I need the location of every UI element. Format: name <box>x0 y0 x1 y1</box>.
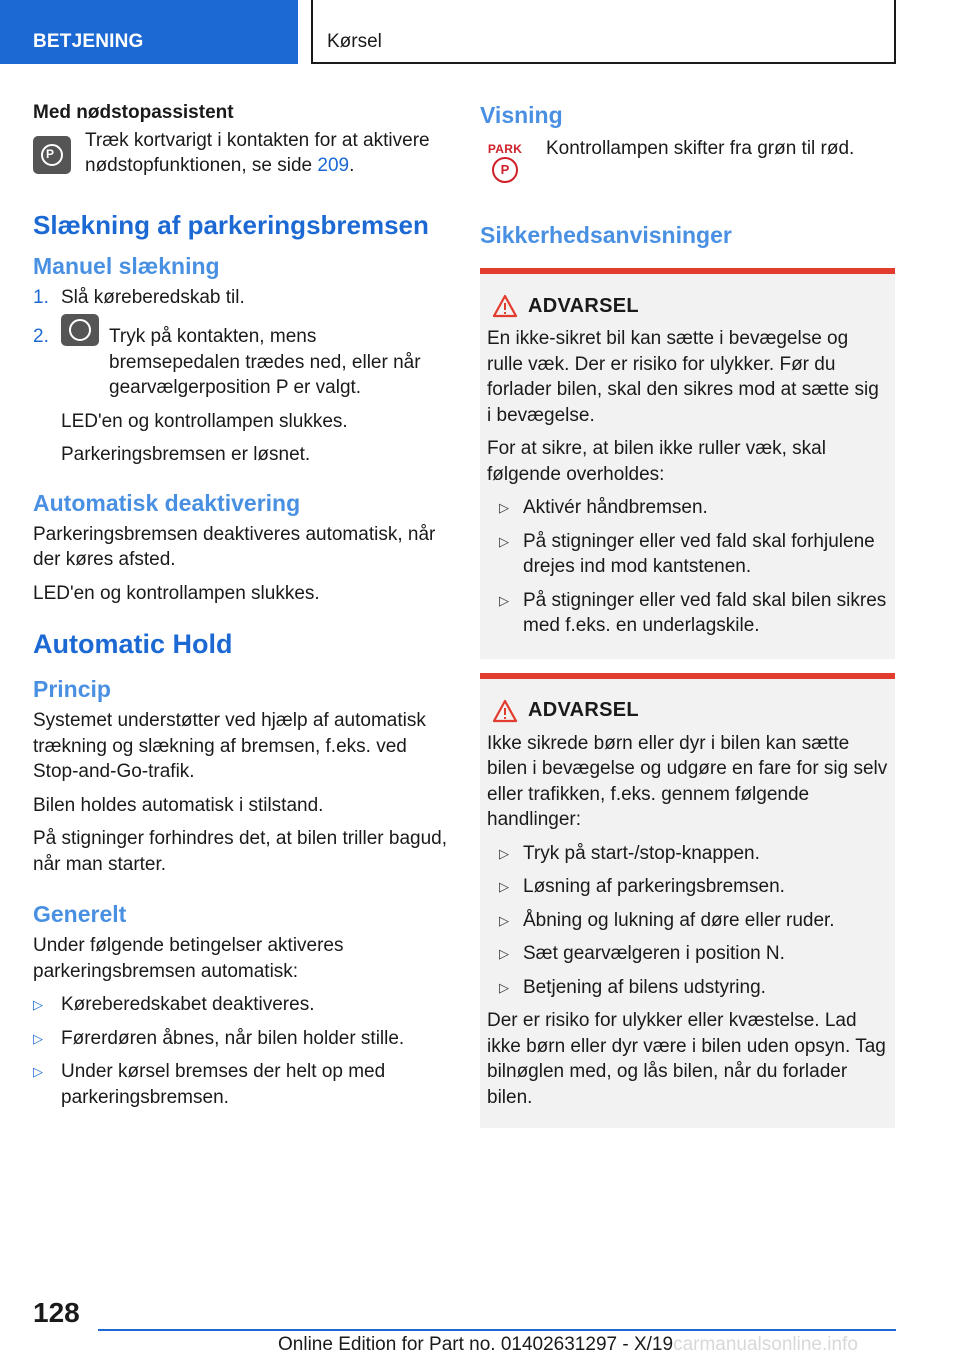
nodstop-text-before: Træk kortvarigt i kontakten for at aktivere nødstopfunktionen, se side <box>85 129 430 176</box>
warning-1-p1: En ikke-sikret bil kan sætte i bevægelse og rulle væk. Der er risiko for ulykker. Før du forlader bilen, skal den sikres mod at sætte sig i bevægelse. <box>487 328 879 426</box>
generelt-item-2-text: Førerdøren åbnes, når bilen holder stille. <box>61 1027 405 1049</box>
generelt-item-2 <box>33 1026 448 1052</box>
step-1-text: Slå køreberedskab til. <box>61 286 245 308</box>
auto-deakt-p1: Parkeringsbremsen deaktiveres automatisk, når der køres afsted. <box>33 523 436 570</box>
generelt-p1: Under følgende betingelser aktiveres parkeringsbremsen automatisk: <box>33 935 344 982</box>
warning-triangle-icon <box>492 294 518 318</box>
visning-text: Kontrollampen skifter fra grøn til rød. <box>546 138 855 159</box>
warning-2-item-2-text: Løsning af parkeringsbremsen. <box>523 876 785 897</box>
park-label: PARK <box>487 142 523 156</box>
section-tab: BETJENING <box>0 0 298 64</box>
warning-1-p2: For at sikre, at bilen ikke ruller væk, skal følgende overholdes: <box>487 438 826 485</box>
warning-1-item-2-text: På stigninger eller ved fald skal forhjulene drejes ind mod kantstenen. <box>523 530 875 577</box>
watermark: carmanualsonline.info <box>673 1334 858 1355</box>
warning-box-2 <box>480 673 895 1129</box>
generelt-item-3 <box>33 1059 448 1110</box>
nodstop-heading: Med nødstopassistent <box>33 102 234 123</box>
visning-title: Visning <box>480 102 563 128</box>
warning-1-item-1-text: Aktivér håndbremsen. <box>523 497 708 518</box>
auto-hold-title: Automatic Hold <box>33 629 233 659</box>
auto-hold-p3: På stigninger forhindres det, at bilen triller bagud, når man starter. <box>33 828 448 875</box>
warning-2-header <box>492 699 888 723</box>
nodstop-row <box>33 130 448 187</box>
edition-text: Online Edition for Part no. 01402631297 - X/19 <box>278 1334 674 1355</box>
bullet-icon: ▷ <box>499 592 509 608</box>
generelt-item-3-text: Under kørsel bremses der helt op med parkeringsbremsen. <box>61 1061 386 1108</box>
parking-brake-small-icon <box>61 314 99 346</box>
warning-2-item-3-text: Åbning og lukning af døre eller ruder. <box>523 909 835 931</box>
nodstop-text-after: . <box>349 155 355 176</box>
park-indicator-icon <box>480 142 530 190</box>
warning-2-title: ADVARSEL <box>528 699 639 721</box>
warning-1-title: ADVARSEL <box>528 294 639 317</box>
warning-1-header <box>492 294 888 318</box>
bullet-icon: ▷ <box>499 946 509 961</box>
left-column <box>33 100 448 1118</box>
footer-edition <box>278 1334 858 1356</box>
sikkerhed-title: Sikkerhedsanvisninger <box>480 222 732 248</box>
chapter-title: Kørsel <box>311 0 896 64</box>
bullet-icon: ▷ <box>499 879 509 894</box>
park-circle-icon: P <box>492 157 518 183</box>
nodstop-text <box>85 128 448 179</box>
warning-1-item-1 <box>487 495 888 521</box>
warning-2-item-1 <box>487 841 888 867</box>
step-2-result-2: Parkeringsbremsen er løsnet. <box>61 444 311 465</box>
bullet-icon: ▷ <box>499 533 509 549</box>
step-2-row <box>61 324 448 401</box>
manuel-title: Manuel slækning <box>33 252 220 279</box>
step-1-number: 1. <box>33 286 49 308</box>
princip-title: Princip <box>33 676 111 702</box>
generelt-item-1 <box>33 992 448 1018</box>
auto-deakt-title: Automatisk deaktivering <box>33 489 301 516</box>
warning-triangle-icon <box>492 699 518 723</box>
step-2-number: 2. <box>33 326 49 347</box>
auto-deakt-p2: LED'en og kontrollampen slukkes. <box>33 582 320 604</box>
brake-letter: P <box>45 146 54 161</box>
bullet-icon: ▷ <box>499 500 509 515</box>
warning-1-item-3-text: På stigninger eller ved fald skal bilen sikres med f.eks. en underlagskile. <box>523 589 887 636</box>
generelt-title: Generelt <box>33 901 127 927</box>
bullet-icon: ▷ <box>499 845 509 861</box>
warning-2-item-5 <box>487 975 888 1001</box>
warning-2-item-4-text: Sæt gearvælgeren i position N. <box>523 943 785 964</box>
warning-2-item-1-text: Tryk på start-/stop-knappen. <box>523 842 760 864</box>
page-header <box>0 0 960 66</box>
bullet-icon: ▷ <box>33 1064 43 1079</box>
warning-box-1 <box>480 268 895 659</box>
step-2-text: Tryk på kontakten, mens bremsepedalen trædes ned, eller når gearvælgerposition P er valgt. <box>109 326 421 398</box>
auto-hold-p1: Systemet understøtter ved hjælp af automatisk trækning og slækning af bremsen, f.eks. ved Stop-and-Go-trafik. <box>33 710 426 782</box>
warning-1-item-3 <box>487 588 888 639</box>
footer-divider <box>98 1329 896 1331</box>
slaekning-title: Slækning af parkeringsbremsen <box>33 209 429 240</box>
bullet-icon: ▷ <box>499 912 509 928</box>
right-column <box>480 100 895 1128</box>
bullet-icon: ▷ <box>499 979 509 995</box>
step-2 <box>33 324 448 401</box>
page-number: 128 <box>33 1297 80 1328</box>
step-1 <box>33 285 448 311</box>
warning-2-item-3 <box>487 908 888 934</box>
auto-hold-p2: Bilen holdes automatisk i stilstand. <box>33 794 324 816</box>
warning-2-p1: Ikke sikrede børn eller dyr i bilen kan sætte bilen i bevægelse og udgøre en fare for sig selv eller trafikken, f.eks. gennem følgende handlinger: <box>487 732 888 830</box>
warning-2-item-5-text: Betjening af bilens udstyring. <box>523 976 766 998</box>
warning-2-p2: Der er risiko for ulykker eller kvæstelse. Lad ikke børn eller dyr være i bilen uden opsyn. Tag bilnøglen med, og lås bilen, når du forlader bilen. <box>487 1010 886 1108</box>
brake-small-ring-icon <box>69 319 91 341</box>
page-link-209[interactable]: 209 <box>317 155 350 176</box>
bullet-icon: ▷ <box>33 1030 43 1046</box>
warning-2-item-2 <box>487 874 888 900</box>
bullet-icon: ▷ <box>33 997 43 1012</box>
generelt-item-1-text: Køreberedskabet deaktiveres. <box>61 994 315 1015</box>
parking-brake-icon <box>33 136 71 174</box>
visning-row <box>480 136 895 190</box>
step-2-body <box>61 324 448 401</box>
step-2-result-1: LED'en og kontrollampen slukkes. <box>61 410 348 432</box>
warning-1-item-2 <box>487 529 888 580</box>
warning-2-item-4 <box>487 941 888 967</box>
